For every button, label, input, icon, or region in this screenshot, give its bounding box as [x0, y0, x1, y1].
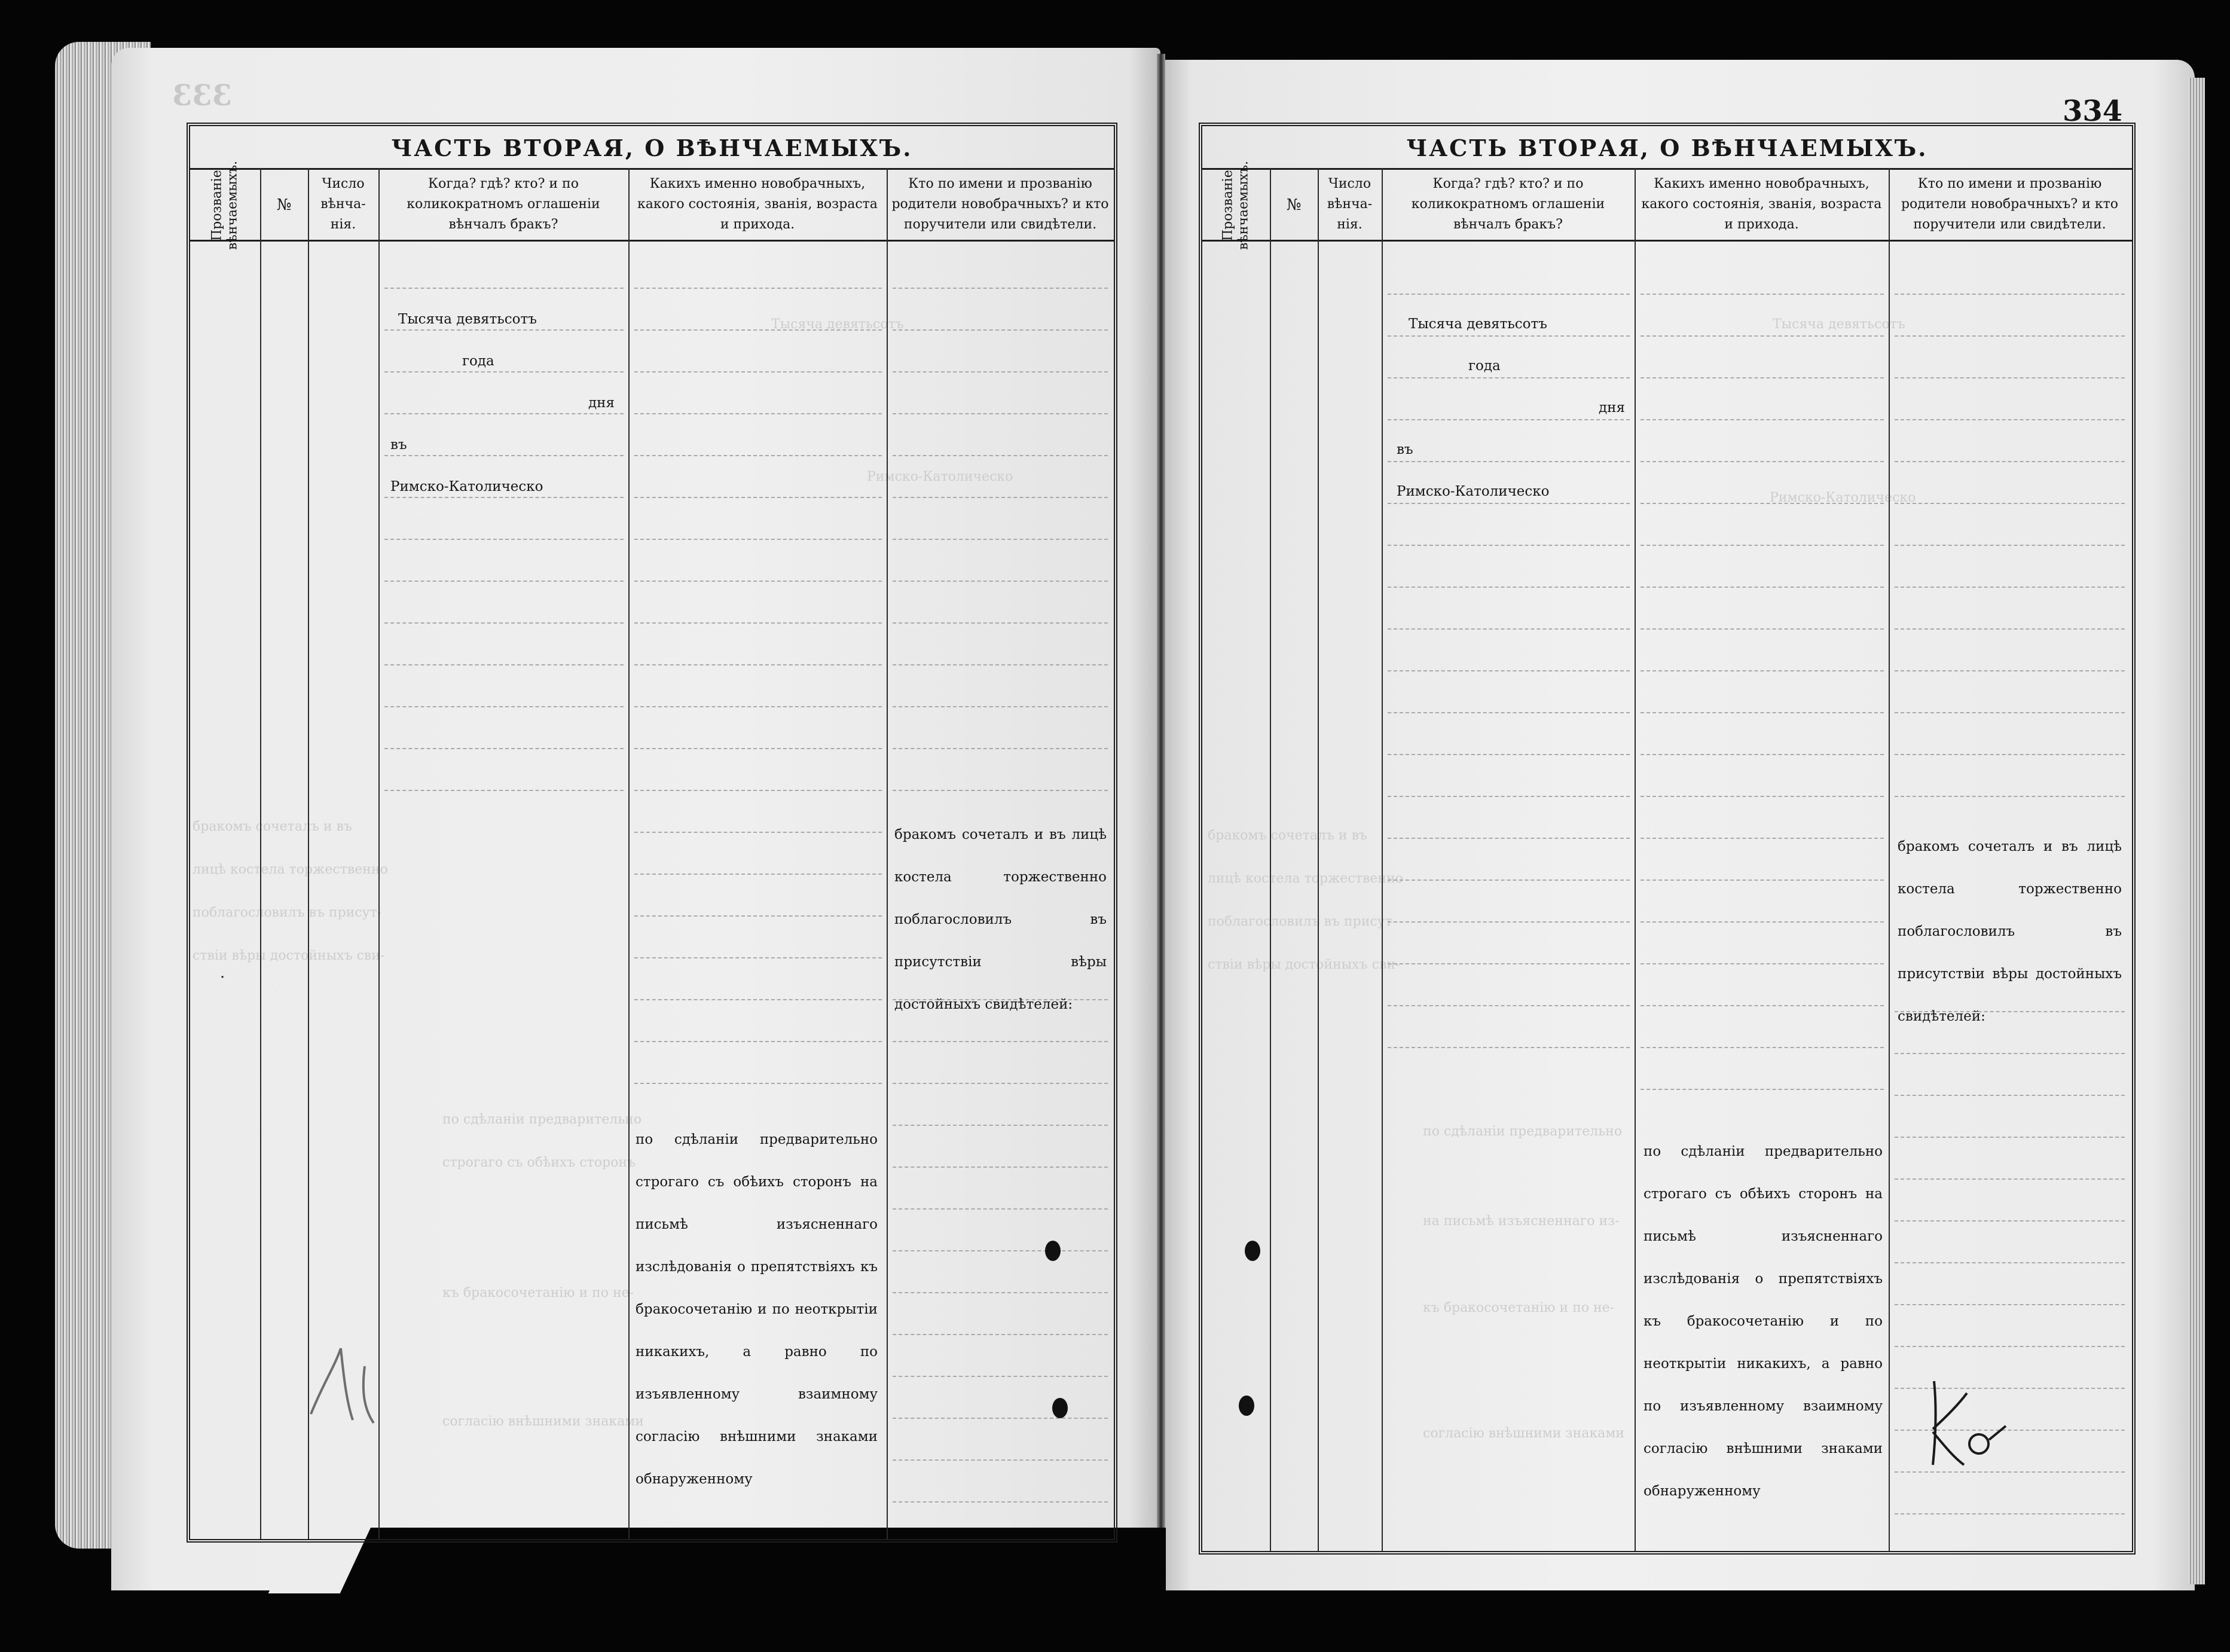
bleed-through-text: ствiи вѣры достойныхъ сви-: [193, 948, 385, 963]
header-surname: Прозванiе вѣнчаемыхъ.: [1220, 160, 1251, 250]
form-line-in: въ: [390, 437, 407, 453]
header-number: №: [276, 196, 292, 214]
bleed-through-text: Римско-Католическо: [867, 469, 1013, 484]
section-title: ЧАСТЬ ВТОРАЯ, О ВѢНЧАЕМЫХЪ.: [391, 135, 913, 161]
column-divider: [1635, 168, 1636, 1551]
handwritten-mark-left: [299, 1330, 389, 1432]
divider: [1202, 168, 2132, 170]
register-frame-left: [187, 123, 1117, 1543]
ink-dot: ·: [220, 969, 225, 987]
column-divider: [1382, 168, 1383, 1551]
bleed-through-text: бракомъ сочеталъ и въ: [1208, 828, 1367, 843]
register-frame-right: [1199, 123, 2136, 1555]
divider: [190, 240, 1114, 242]
bleed-through-text: къ бракосочетанiю и по не-: [442, 1285, 634, 1300]
column-divider: [628, 168, 630, 1539]
form-line-catholic: Римско-Католическо: [1397, 484, 1550, 499]
bleed-through-text: бракомъ сочеталъ и въ: [193, 819, 352, 834]
bleed-through-text: согласiю внѣшними знаками: [1423, 1426, 1624, 1441]
bleed-through-text: согласiю внѣшними знаками: [442, 1414, 644, 1429]
inquiry-clause: по сдѣланiи предварительно строгаго съ обѣихъ сторонъ на письмѣ изъясненнаго изслѣдованiя о препятствiяхъ къ бракосочетанiю и по неоткрытiи никакихъ, а равно по изъявленному взаимному согласiю внѣшними знаками обнаруженному: [1644, 1144, 1883, 1499]
binding-hole: [1045, 1241, 1061, 1261]
header-newlyweds: Какихъ именно новобрачныхъ, какого состоянія, званія, возраста и прихода.: [1641, 176, 1882, 232]
header-newlyweds: Какихъ именно новобрачныхъ, какого состоянія, званія, возраста и прихода.: [637, 176, 878, 232]
bleed-through-text: къ бракосочетанiю и по не-: [1423, 1300, 1615, 1315]
form-line-year: года: [462, 353, 494, 369]
witness-clause: бракомъ сочеталъ и въ лицѣ костела торжественно поблагословилъ въ присутствiи вѣры достойныхъ свидѣтелей:: [894, 827, 1107, 1012]
page-number: 334: [2063, 94, 2123, 128]
form-line-day: дня: [1599, 400, 1626, 416]
divider: [1202, 240, 2132, 242]
bleed-through-text: по сдѣланiи предварительно: [1423, 1124, 1623, 1139]
form-line-in: въ: [1397, 442, 1413, 457]
bleed-through-text: по сдѣланiи предварительно: [442, 1112, 642, 1127]
bleed-through-text: ствiи вѣры достойныхъ сви-: [1208, 957, 1400, 972]
form-line-year-prefix: Тысяча девятьсотъ: [1409, 316, 1547, 332]
header-number: №: [1286, 196, 1302, 214]
bleed-through-text: лицѣ костела торжественно: [1208, 871, 1403, 886]
header-surname: Прозванiе вѣнчаемыхъ.: [209, 160, 240, 250]
binding-hole: [1239, 1396, 1254, 1416]
form-line-day: дня: [588, 395, 615, 411]
handwritten-mark-right: [1922, 1369, 2012, 1477]
binding-hole: [1052, 1398, 1068, 1418]
header-when-where: Когда? гдѣ? кто? и по коликократномъ оглашенiи вѣнчалъ бракъ?: [407, 176, 600, 232]
column-divider: [1318, 168, 1319, 1551]
header-wedding-date: Число вѣнча-нія.: [320, 176, 366, 232]
bleed-through-text: лицѣ костела торжественно: [193, 862, 388, 877]
bleed-through-text: строгаго съ обѣихъ сторонъ: [442, 1155, 636, 1170]
column-divider: [887, 168, 888, 1539]
bleed-through-text: Тысяча девятьсотъ: [771, 317, 904, 332]
column-divider: [260, 168, 261, 1539]
form-line-year: года: [1468, 358, 1501, 374]
bleed-through-text: Римско-Католическо: [1770, 490, 1916, 505]
witness-clause: бракомъ сочеталъ и въ лицѣ костела торжественно поблагословилъ въ присутствiи вѣры достойныхъ свидѣтелей:: [1898, 839, 2122, 1024]
divider: [190, 168, 1114, 170]
form-line-catholic: Римско-Католическо: [390, 479, 543, 494]
inquiry-clause: по сдѣланiи предварительно строгаго съ обѣихъ сторонъ на письмѣ изъясненнаго изслѣдованiя о препятствiяхъ къ бракосочетанiю и по неоткрытiи никакихъ, а равно по изъявленному взаимному согласiю внѣшними знаками обнаруженному: [636, 1132, 878, 1487]
header-parents-witnesses: Кто по имени и прозванію родители новобрачныхъ? и кто поручители или свидѣтели.: [891, 176, 1109, 232]
form-line-year-prefix: Тысяча девятьсотъ: [398, 312, 537, 327]
column-divider: [1889, 168, 1890, 1551]
column-divider: [1270, 168, 1271, 1551]
bleed-through-text: поблагословилъ въ присут-: [193, 905, 382, 920]
faded-page-number: 333: [172, 79, 233, 112]
binding-hole: [1245, 1241, 1260, 1261]
header-parents-witnesses: Кто по имени и прозванію родители новобрачныхъ? и кто поручители или свидѣтели.: [1901, 176, 2119, 232]
section-title: ЧАСТЬ ВТОРАЯ, О ВѢНЧАЕМЫХЪ.: [1406, 135, 1928, 161]
bleed-through-text: на письмѣ изъясненнаго из-: [1423, 1214, 1620, 1229]
header-when-where: Когда? гдѣ? кто? и по коликократномъ оглашенiи вѣнчалъ бракъ?: [1411, 176, 1605, 232]
right-page-edges: [2188, 78, 2205, 1584]
book-gutter: [1157, 54, 1165, 1590]
bleed-through-text: поблагословилъ въ присут-: [1208, 914, 1397, 929]
header-wedding-date: Число вѣнча-нія.: [1327, 176, 1373, 232]
bleed-through-text: Тысяча девятьсотъ: [1773, 317, 1905, 332]
